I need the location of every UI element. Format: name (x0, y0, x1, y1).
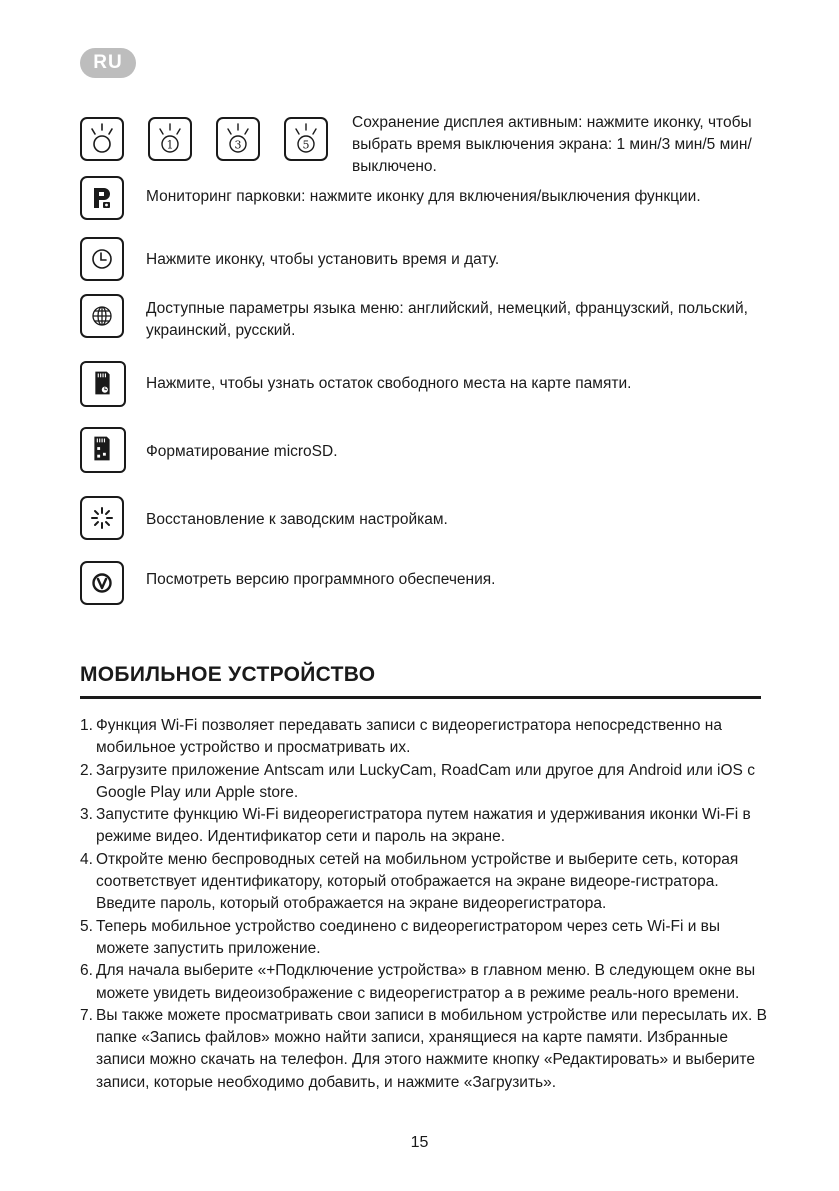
digit-3: 3 (234, 138, 242, 152)
format-description: Форматирование microSD. (146, 443, 338, 460)
step-item: 5. Теперь мобильное устройство соединено с видеорегистратором через сеть Wi-Fi и вы можете запустить приложение. (80, 917, 721, 957)
clock-icon (80, 237, 124, 281)
section-title: МОБИЛЬНОЕ УСТРОЙСТВО (80, 663, 376, 686)
step-item: 7. Вы также можете просматривать свои записи в мобильном устройстве или пересылать их. В папке «Запись файлов» можно найти записи, хранящиеся на карте памяти. Избранные записи можно скачать на телефон. Для этого нажмите кнопку «Редактировать» и выберите записи, которые необходимо добавить, и нажмите «Загрузить». (80, 1006, 767, 1091)
step-item: 6. Для начала выберите «+Подключение устройства» в главном меню. В следующем окне вы можете увидеть видеоизображение с видеорегистратор а в режиме реаль-ного времени. (80, 962, 756, 1002)
screen-3min-icon (216, 117, 260, 161)
globe-icon (80, 294, 124, 338)
digit-5: 5 (302, 138, 310, 152)
reset-description: Восстановление к заводским настройкам. (146, 511, 448, 528)
step-item: 3. Запустите функцию Wi-Fi видеорегистратора путем нажатия и удерживания иконки Wi-Fi в режиме видео. Идентификатор сети и пароль на экране. (80, 806, 751, 846)
sd-card-format-icon (80, 427, 126, 473)
sd-card-info-icon (80, 361, 126, 407)
factory-reset-icon (80, 496, 124, 540)
step-item: 4. Откройте меню беспроводных сетей на мобильном устройстве и выберите сеть, которая соответствует идентификатору, который отображается на экране видеоре-гистратора. Введите пароль, который отображается на экране видеорегистратора. (80, 850, 739, 913)
language-description: Доступные параметры языка меню: английский, немецкий, французский, польский, украинский, русский. (146, 300, 748, 339)
screen-saver-description: Сохранение дисплея активным: нажмите иконку, чтобы выбрать время выключения экрана: 1 мин/3 мин/5 мин/выключено. (352, 114, 752, 175)
time-description: Нажмите иконку, чтобы установить время и дату. (146, 251, 500, 268)
language-badge: RU (80, 48, 136, 78)
version-description: Посмотреть версию программного обеспечения. (146, 571, 496, 588)
section-divider (80, 696, 761, 699)
page-number: 15 (410, 1134, 429, 1151)
steps-list (80, 715, 770, 1094)
digit-1: 1 (166, 138, 174, 152)
version-icon (80, 561, 124, 605)
parking-description: Мониторинг парковки: нажмите иконку для включения/выключения функции. (146, 188, 701, 205)
step-item: 1. Функция Wi-Fi позволяет передавать записи с видеорегистратора непосредственно на мобильное устройство и просматривать их. (80, 717, 722, 757)
screen-1min-icon (148, 117, 192, 161)
screen-off-icon (80, 117, 124, 161)
step-item: 2. Загрузите приложение Antscam или LuckyCam, RoadCam или другое для Android или iOS с Google Play или Apple store. (80, 761, 755, 801)
storage-description: Нажмите, чтобы узнать остаток свободного места на карте памяти. (146, 375, 632, 392)
screen-5min-icon (284, 117, 328, 161)
parking-icon (80, 176, 124, 220)
